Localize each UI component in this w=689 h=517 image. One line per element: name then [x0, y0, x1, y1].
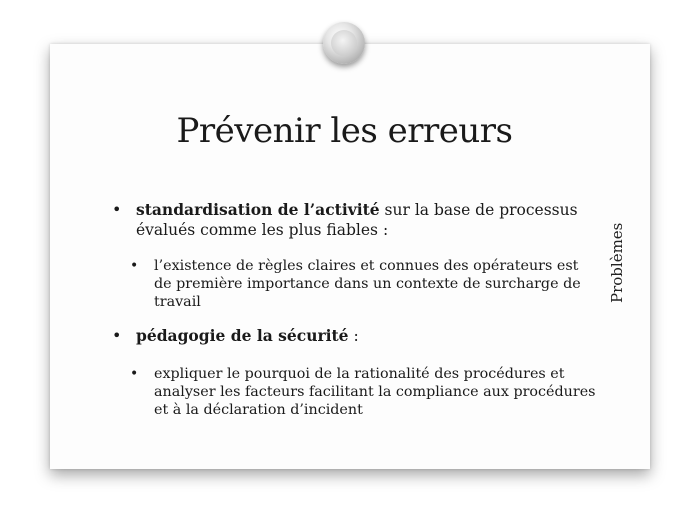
- bullet-glyph: •: [112, 200, 122, 219]
- pushpin-icon: [323, 22, 365, 64]
- sub-bullet-item-1: [130, 257, 599, 311]
- section-label: Problèmes: [608, 222, 626, 303]
- pushpin-head: [331, 30, 357, 56]
- bullet-glyph: •: [112, 326, 122, 345]
- sub-bullet-text: l’existence de règles claires et connues des opérateurs est de première importance dans un contexte de surcharge de travail: [154, 258, 581, 310]
- bullet-text: :: [348, 327, 359, 345]
- bullet-item-1: [112, 200, 606, 240]
- bullet-glyph: •: [130, 366, 139, 382]
- slide-title: Prévenir les erreurs: [176, 111, 513, 151]
- bullet-bold-text: standardisation de l’activité: [136, 200, 380, 219]
- sub-bullet-text: expliquer le pourquoi de la rationalité des procédures et analyser les facteurs facilitant la compliance aux procédures et à la déclaration d’incident: [154, 366, 596, 418]
- bullet-glyph: •: [130, 258, 139, 274]
- bullet-bold-text: pédagogie de la sécurité: [136, 326, 349, 345]
- bullet-text: sur la base de processus évalués comme les plus fiables :: [136, 201, 578, 239]
- bullet-item-2: [112, 326, 606, 346]
- sub-bullet-item-2: [130, 365, 599, 419]
